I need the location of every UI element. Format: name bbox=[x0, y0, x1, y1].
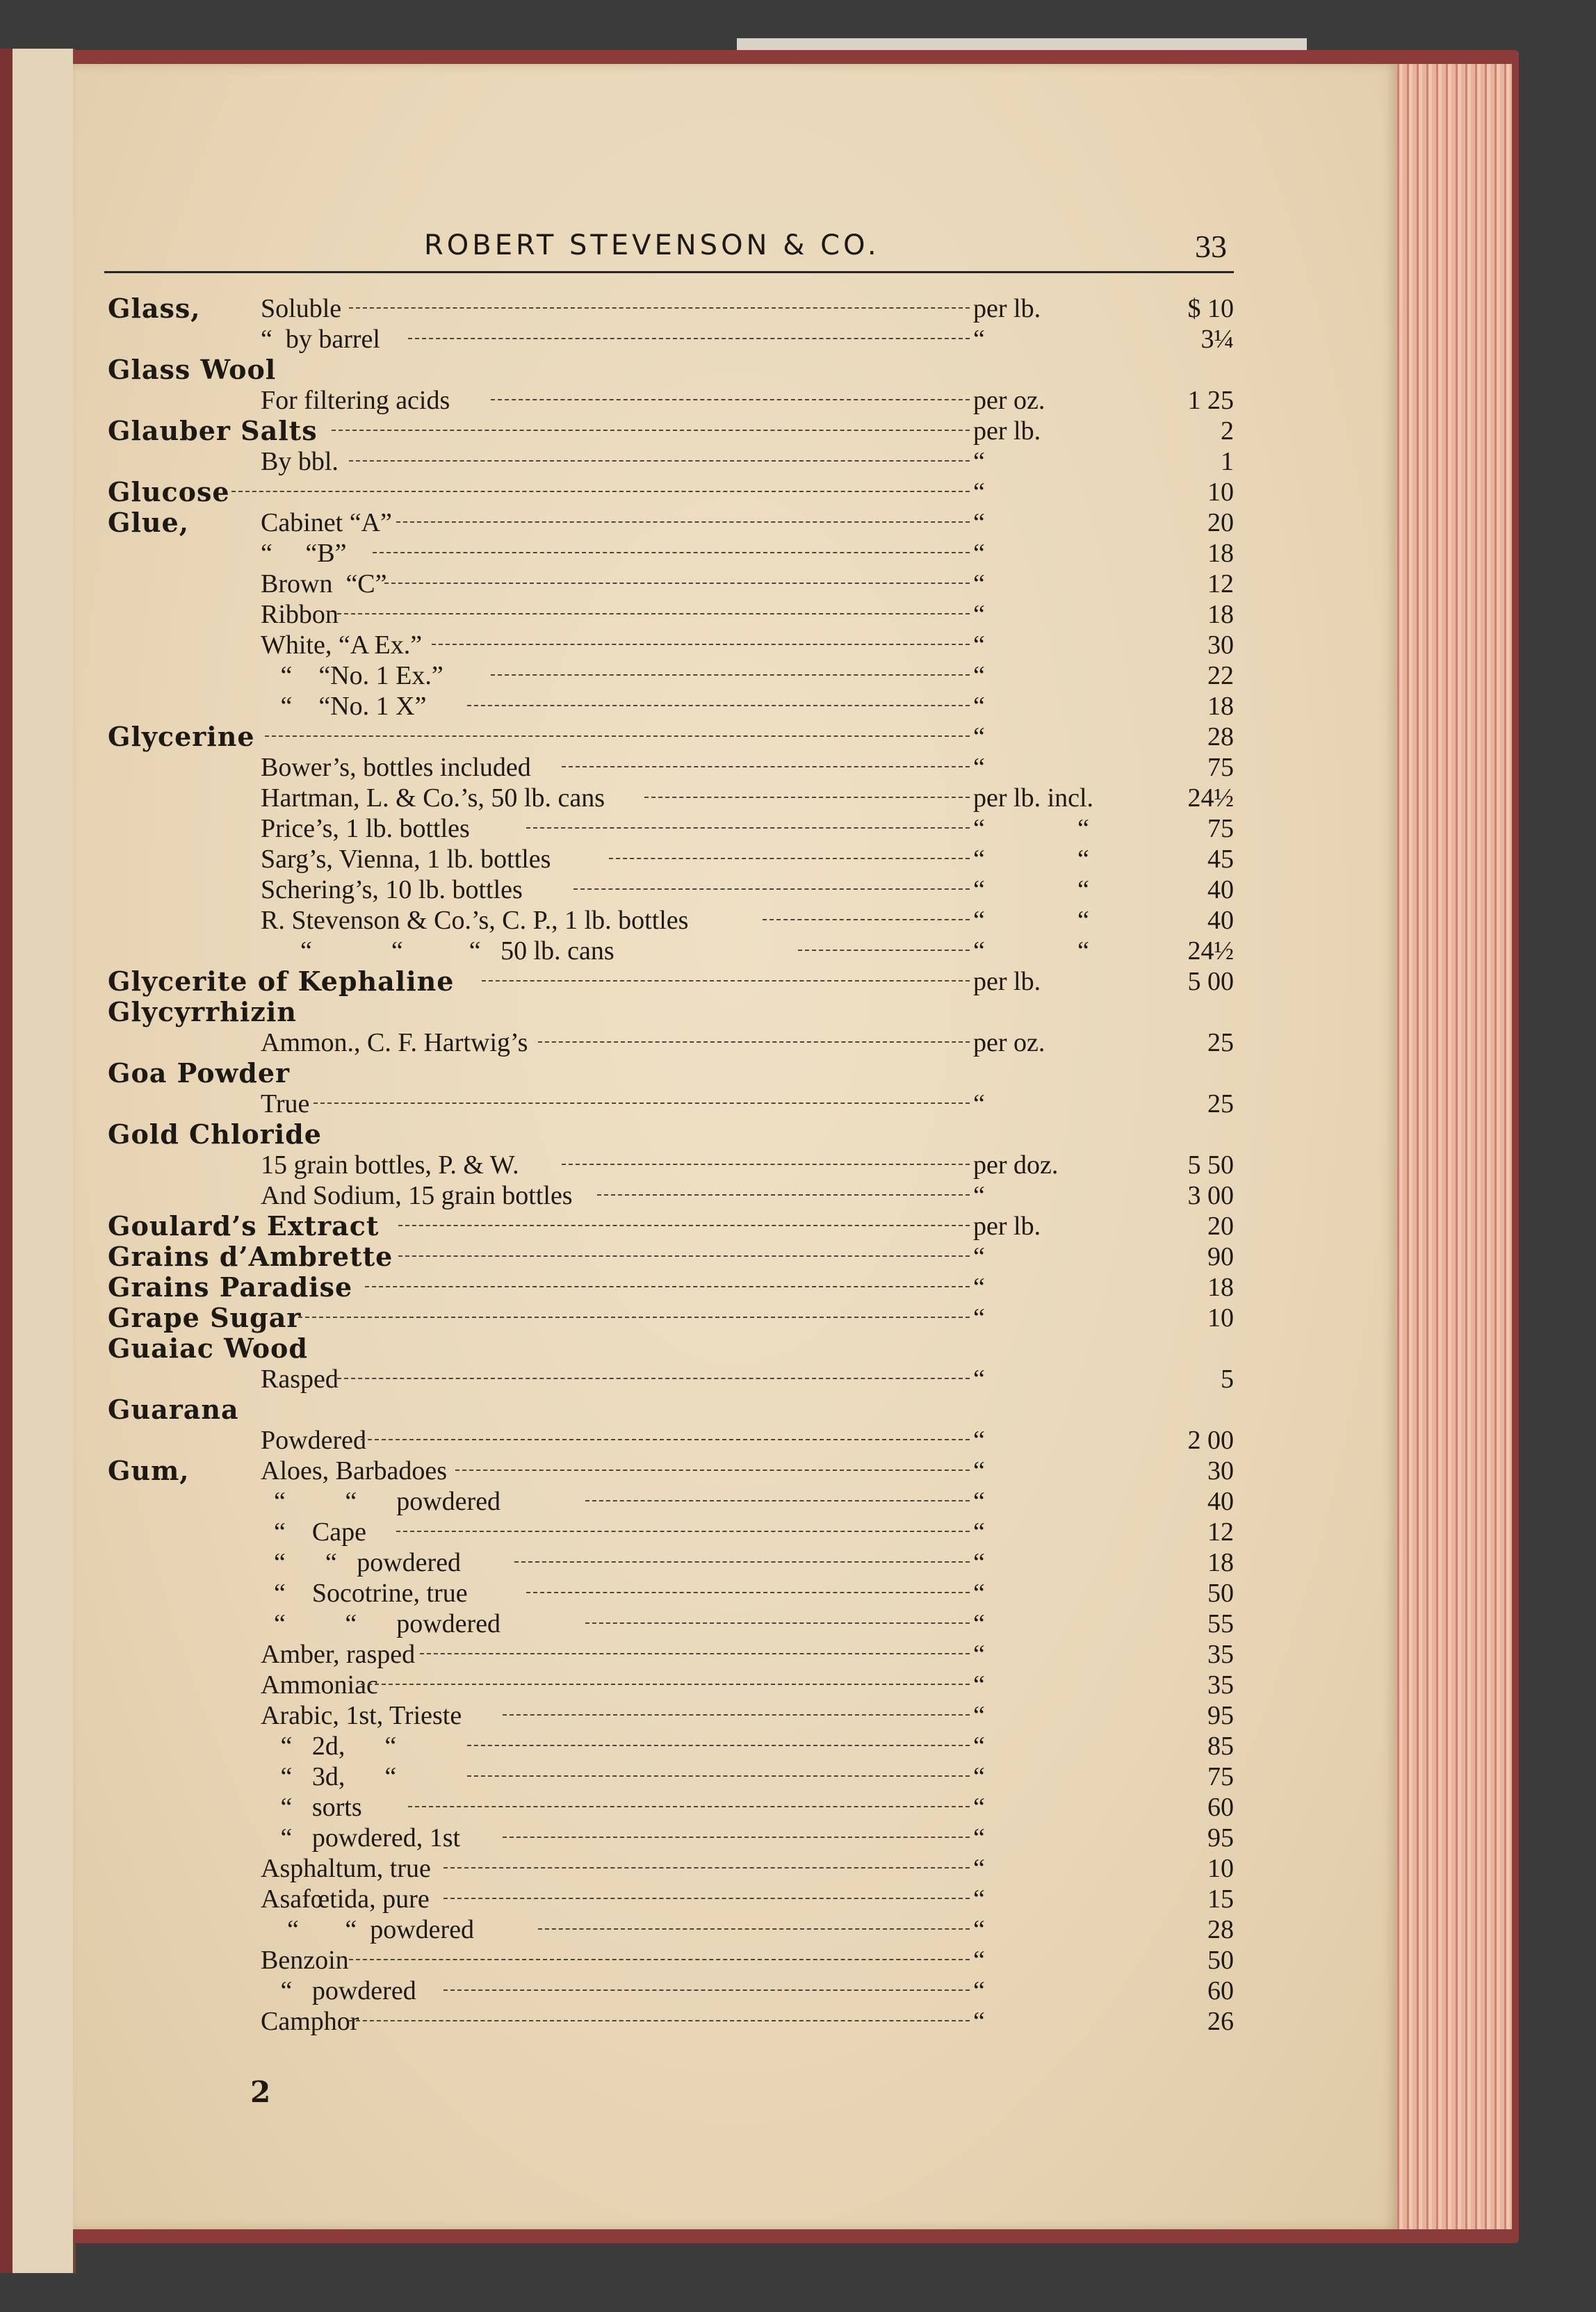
entry-unit: “ bbox=[973, 539, 985, 568]
list-item bbox=[108, 1700, 1234, 1731]
list-item bbox=[108, 1639, 1234, 1670]
entry-item: 15 grain bottles, P. & W. bbox=[261, 1150, 519, 1180]
leader-dots bbox=[384, 583, 970, 584]
entry-price: 30 bbox=[1207, 630, 1234, 660]
leader-dots bbox=[798, 950, 970, 951]
entry-unit: “ bbox=[973, 1732, 985, 1761]
list-item bbox=[108, 1976, 1234, 2006]
entry-price: 75 bbox=[1207, 1762, 1234, 1791]
list-item bbox=[108, 1364, 1234, 1394]
entry-unit: “ bbox=[973, 1793, 985, 1822]
entry-price: 95 bbox=[1207, 1823, 1234, 1853]
entry-price: 18 bbox=[1207, 600, 1234, 629]
entry-unit: “ bbox=[973, 2007, 985, 2036]
entry-price: 1 25 bbox=[1187, 386, 1234, 415]
entry-heading: Gum, bbox=[108, 1455, 190, 1486]
entry-price: 5 bbox=[1221, 1365, 1234, 1394]
entry-price: 18 bbox=[1207, 1548, 1234, 1577]
leader-dots bbox=[538, 1041, 970, 1043]
leader-dots bbox=[361, 1684, 970, 1685]
entry-price: 40 bbox=[1207, 1487, 1234, 1516]
entry-item: “ powdered bbox=[261, 1976, 416, 2005]
entry-unit: “ bbox=[973, 753, 985, 782]
entry-item: R. Stevenson & Co.’s, C. P., 1 lb. bottles bbox=[261, 906, 689, 935]
entry-unit: per oz. bbox=[973, 386, 1045, 415]
entry-item: “ 3d, “ bbox=[261, 1762, 397, 1791]
entry-item: By bbl. bbox=[261, 447, 339, 476]
list-item bbox=[108, 1914, 1234, 1945]
list-item bbox=[108, 874, 1234, 905]
list-item bbox=[108, 813, 1234, 844]
entry-unit: “ bbox=[973, 325, 985, 354]
entry-unit-ditto: “ bbox=[1077, 845, 1089, 874]
entry-price: 20 bbox=[1207, 1212, 1234, 1241]
entry-unit: “ bbox=[973, 1579, 985, 1608]
entry-unit: “ bbox=[973, 906, 985, 935]
entry-heading: Glauber Salts bbox=[108, 415, 318, 446]
entry-item: Schering’s, 10 lb. bottles bbox=[261, 875, 523, 904]
entry-heading: Gold Chloride bbox=[108, 1118, 322, 1150]
list-item bbox=[108, 936, 1234, 966]
list-item bbox=[108, 691, 1234, 722]
list-item bbox=[108, 722, 1234, 752]
list-item bbox=[108, 1792, 1234, 1823]
list-item bbox=[108, 1486, 1234, 1517]
entry-price: 75 bbox=[1207, 753, 1234, 782]
entry-heading: Guaiac Wood bbox=[108, 1333, 308, 1364]
entry-unit: “ bbox=[973, 845, 985, 874]
entry-unit: per lb. bbox=[973, 967, 1041, 996]
entry-item: “ “ powdered bbox=[261, 1487, 501, 1516]
entry-price: 3 00 bbox=[1187, 1181, 1234, 1210]
list-item bbox=[108, 324, 1234, 355]
entry-price: 10 bbox=[1207, 478, 1234, 507]
list-item bbox=[108, 1547, 1234, 1578]
entry-item: True bbox=[261, 1089, 310, 1118]
leader-dots bbox=[231, 491, 970, 492]
list-item bbox=[108, 1945, 1234, 1976]
entry-unit: “ bbox=[973, 1487, 985, 1516]
leader-dots bbox=[467, 705, 970, 706]
list-item bbox=[108, 477, 1234, 507]
entry-heading: Glucose bbox=[108, 476, 230, 507]
entry-heading: Glass Wool bbox=[108, 354, 277, 385]
entry-item: Bower’s, bottles included bbox=[261, 753, 531, 782]
leader-dots bbox=[443, 1898, 970, 1899]
leader-dots bbox=[332, 430, 970, 431]
entry-item: “ “ powdered bbox=[261, 1915, 475, 1944]
leader-dots bbox=[349, 460, 970, 462]
entry-price: 60 bbox=[1207, 1976, 1234, 2005]
entry-unit: “ bbox=[973, 692, 985, 721]
leader-dots bbox=[265, 735, 970, 737]
list-item bbox=[108, 1578, 1234, 1609]
entry-unit: per lb. incl. bbox=[973, 783, 1094, 813]
list-item bbox=[108, 1303, 1234, 1333]
entry-unit: “ bbox=[973, 1609, 985, 1638]
leader-dots bbox=[365, 1286, 970, 1287]
list-item bbox=[108, 599, 1234, 630]
leader-dots bbox=[432, 644, 970, 645]
entry-heading: Glycerine bbox=[108, 721, 255, 752]
leader-dots bbox=[349, 307, 970, 309]
list-item bbox=[108, 1670, 1234, 1700]
leader-dots bbox=[373, 552, 970, 553]
entry-price: 10 bbox=[1207, 1303, 1234, 1333]
list-item bbox=[108, 630, 1234, 660]
list-item bbox=[108, 1761, 1234, 1792]
entry-item: For filtering acids bbox=[261, 386, 450, 415]
running-header bbox=[104, 222, 1234, 273]
leader-dots bbox=[503, 1837, 970, 1838]
entry-item: Rasped bbox=[261, 1365, 339, 1394]
list-item bbox=[108, 538, 1234, 569]
entry-item: Arabic, 1st, Trieste bbox=[261, 1701, 462, 1730]
entry-heading: Glycyrrhizin bbox=[108, 996, 297, 1027]
list-item bbox=[108, 1394, 1234, 1425]
entry-unit: “ bbox=[973, 1517, 985, 1547]
leader-dots bbox=[398, 1255, 970, 1257]
entry-item: Benzoin bbox=[261, 1946, 349, 1975]
leader-dots bbox=[514, 1561, 970, 1563]
leader-dots bbox=[467, 1775, 970, 1777]
entry-unit: per lb. bbox=[973, 416, 1041, 446]
list-item bbox=[108, 1027, 1234, 1058]
entry-price: 45 bbox=[1207, 845, 1234, 874]
entry-item: “ “ powdered bbox=[261, 1548, 462, 1577]
leader-dots bbox=[562, 766, 970, 767]
entry-price: 26 bbox=[1207, 2007, 1234, 2036]
entry-price: 18 bbox=[1207, 1273, 1234, 1302]
entry-unit: “ bbox=[973, 508, 985, 537]
list-item bbox=[108, 1425, 1234, 1456]
leader-dots bbox=[337, 613, 970, 614]
entry-heading: Grains Paradise bbox=[108, 1271, 353, 1303]
entry-heading: Glass, bbox=[108, 293, 201, 324]
entry-price: 20 bbox=[1207, 508, 1234, 537]
entry-unit-ditto: “ bbox=[1077, 875, 1089, 904]
entry-unit-ditto: “ bbox=[1077, 814, 1089, 843]
leader-dots bbox=[644, 797, 970, 798]
entry-unit: “ bbox=[973, 1242, 985, 1271]
entry-unit: “ bbox=[973, 1303, 985, 1333]
entry-item: Ammon., C. F. Hartwig’s bbox=[261, 1028, 528, 1057]
list-item bbox=[108, 1211, 1234, 1242]
list-item bbox=[108, 1119, 1234, 1150]
entry-unit: “ bbox=[973, 1273, 985, 1302]
entry-unit: “ bbox=[973, 936, 985, 966]
leader-dots bbox=[538, 1928, 970, 1930]
entry-unit: “ bbox=[973, 1854, 985, 1883]
list-item bbox=[108, 416, 1234, 446]
entry-price: 12 bbox=[1207, 1517, 1234, 1547]
list-item bbox=[108, 905, 1234, 936]
entry-price: 10 bbox=[1207, 1854, 1234, 1883]
entry-price: 50 bbox=[1207, 1579, 1234, 1608]
list-item bbox=[108, 507, 1234, 538]
entry-price: 12 bbox=[1207, 569, 1234, 599]
entry-item: “ 2d, “ bbox=[261, 1732, 397, 1761]
entry-item: Camphor bbox=[261, 2007, 359, 2036]
entry-price: 2 bbox=[1221, 416, 1234, 446]
entry-price: 30 bbox=[1207, 1456, 1234, 1485]
entry-price: 85 bbox=[1207, 1732, 1234, 1761]
entry-unit: “ bbox=[973, 661, 985, 690]
entry-unit: “ bbox=[973, 1456, 985, 1485]
leader-dots bbox=[597, 1194, 970, 1196]
entry-price: 18 bbox=[1207, 692, 1234, 721]
list-item bbox=[108, 1272, 1234, 1303]
entry-unit-ditto: “ bbox=[1077, 906, 1089, 935]
list-item bbox=[108, 293, 1234, 324]
entry-item: “ “No. 1 X” bbox=[261, 692, 427, 721]
entry-unit: per oz. bbox=[973, 1028, 1045, 1057]
entry-price: 25 bbox=[1207, 1089, 1234, 1118]
entry-price: 95 bbox=[1207, 1701, 1234, 1730]
entry-price: 35 bbox=[1207, 1670, 1234, 1700]
entry-item: Asphaltum, true bbox=[261, 1854, 431, 1883]
entry-item: “ “B” bbox=[261, 539, 347, 568]
leader-dots bbox=[609, 858, 970, 859]
price-list bbox=[108, 293, 1234, 2037]
entry-unit: per doz. bbox=[973, 1150, 1059, 1180]
entry-item: Ribbon bbox=[261, 600, 339, 629]
leader-dots bbox=[455, 1470, 970, 1471]
entry-price: 5 00 bbox=[1187, 967, 1234, 996]
leader-dots bbox=[443, 1867, 970, 1869]
entry-unit: “ bbox=[973, 600, 985, 629]
list-item bbox=[108, 385, 1234, 416]
entry-item: “ Cape bbox=[261, 1517, 366, 1547]
entry-heading: Glue, bbox=[108, 507, 189, 538]
list-item bbox=[108, 997, 1234, 1027]
list-item bbox=[108, 660, 1234, 691]
entry-unit: “ bbox=[973, 814, 985, 843]
leader-dots bbox=[573, 888, 970, 890]
facing-cover bbox=[0, 49, 13, 2273]
entry-unit: “ bbox=[973, 478, 985, 507]
entry-item: “ “No. 1 Ex.” bbox=[261, 661, 443, 690]
leader-dots bbox=[408, 1806, 970, 1807]
list-item bbox=[108, 1609, 1234, 1639]
entry-heading: Goulard’s Extract bbox=[108, 1210, 380, 1242]
entry-price: 5 50 bbox=[1187, 1150, 1234, 1180]
entry-unit: “ bbox=[973, 1915, 985, 1944]
list-item bbox=[108, 569, 1234, 599]
entry-price: 25 bbox=[1207, 1028, 1234, 1057]
entry-unit: per lb. bbox=[973, 1212, 1041, 1241]
entry-unit-ditto: “ bbox=[1077, 936, 1089, 966]
leader-dots bbox=[503, 1714, 970, 1716]
entry-price: 28 bbox=[1207, 1915, 1234, 1944]
leader-dots bbox=[398, 1225, 970, 1226]
list-item bbox=[108, 1884, 1234, 1914]
entry-unit: “ bbox=[973, 630, 985, 660]
entry-item: “ sorts bbox=[261, 1793, 362, 1822]
entry-unit: “ bbox=[973, 1762, 985, 1791]
list-item bbox=[108, 1823, 1234, 1853]
page-edges bbox=[1383, 64, 1512, 2229]
list-item bbox=[108, 1058, 1234, 1089]
entry-item: Price’s, 1 lb. bottles bbox=[261, 814, 470, 843]
entry-unit: “ bbox=[973, 1640, 985, 1669]
list-item bbox=[108, 752, 1234, 783]
leader-dots bbox=[408, 338, 970, 339]
entry-unit: “ bbox=[973, 722, 985, 751]
leader-dots bbox=[491, 399, 970, 400]
entry-price: 15 bbox=[1207, 1884, 1234, 1914]
leader-dots bbox=[763, 919, 970, 920]
entry-item: Soluble bbox=[261, 294, 342, 323]
list-item bbox=[108, 2006, 1234, 2037]
leader-dots bbox=[349, 2020, 970, 2021]
entry-unit: “ bbox=[973, 569, 985, 599]
leader-dots bbox=[349, 1959, 970, 1960]
entry-price: 60 bbox=[1207, 1793, 1234, 1822]
entry-price: 55 bbox=[1207, 1609, 1234, 1638]
leader-dots bbox=[526, 1592, 970, 1593]
entry-unit: “ bbox=[973, 447, 985, 476]
entry-heading: Goa Powder bbox=[108, 1057, 291, 1089]
list-item bbox=[108, 1517, 1234, 1547]
entry-price: 75 bbox=[1207, 814, 1234, 843]
header-title: ROBERT STEVENSON & CO. bbox=[424, 229, 880, 261]
entry-unit: “ bbox=[973, 1823, 985, 1853]
entry-price: $ 10 bbox=[1187, 294, 1234, 323]
entry-item: And Sodium, 15 grain bottles bbox=[261, 1181, 573, 1210]
page-number: 33 bbox=[1195, 229, 1227, 264]
entry-item: Brown “C” bbox=[261, 569, 387, 599]
entry-unit: “ bbox=[973, 1976, 985, 2005]
list-item bbox=[108, 1731, 1234, 1761]
leader-dots bbox=[585, 1500, 970, 1501]
entry-price: 40 bbox=[1207, 875, 1234, 904]
entry-item: Ammoniac bbox=[261, 1670, 378, 1700]
list-item bbox=[108, 844, 1234, 874]
list-item bbox=[108, 1456, 1234, 1486]
leader-dots bbox=[396, 1531, 970, 1532]
entry-price: 18 bbox=[1207, 539, 1234, 568]
entry-heading: Guarana bbox=[108, 1394, 239, 1425]
entry-item: Hartman, L. & Co.’s, 50 lb. cans bbox=[261, 783, 605, 813]
leader-dots bbox=[443, 1989, 970, 1991]
entry-price: 50 bbox=[1207, 1946, 1234, 1975]
leader-dots bbox=[361, 1439, 970, 1440]
entry-price: 24½ bbox=[1187, 936, 1234, 966]
entry-unit: “ bbox=[973, 1701, 985, 1730]
entry-item: Cabinet “A” bbox=[261, 508, 392, 537]
entry-price: 24½ bbox=[1187, 783, 1234, 813]
entry-price: 1 bbox=[1221, 447, 1234, 476]
entry-heading: Glycerite of Kephaline bbox=[108, 966, 455, 997]
leader-dots bbox=[526, 827, 970, 829]
leader-dots bbox=[482, 980, 970, 982]
entry-unit: “ bbox=[973, 875, 985, 904]
entry-unit: per lb. bbox=[973, 294, 1041, 323]
entry-price: 22 bbox=[1207, 661, 1234, 690]
entry-item: “ “ “ 50 lb. cans bbox=[261, 936, 614, 966]
leader-dots bbox=[467, 1745, 970, 1746]
list-item bbox=[108, 1333, 1234, 1364]
entry-unit: “ bbox=[973, 1670, 985, 1700]
entry-price: 35 bbox=[1207, 1640, 1234, 1669]
entry-price: 40 bbox=[1207, 906, 1234, 935]
leader-dots bbox=[562, 1164, 970, 1165]
entry-unit: “ bbox=[973, 1884, 985, 1914]
entry-unit: “ bbox=[973, 1426, 985, 1455]
list-item bbox=[108, 1180, 1234, 1211]
entry-item: “ by barrel bbox=[261, 325, 380, 354]
entry-item: Asafœtida, pure bbox=[261, 1884, 430, 1914]
entry-price: 2 00 bbox=[1187, 1426, 1234, 1455]
leader-dots bbox=[314, 1102, 970, 1104]
list-item bbox=[108, 446, 1234, 477]
entry-item: Sarg’s, Vienna, 1 lb. bottles bbox=[261, 845, 551, 874]
list-item bbox=[108, 1150, 1234, 1180]
leader-dots bbox=[337, 1378, 970, 1379]
list-item bbox=[108, 966, 1234, 997]
entry-item: Aloes, Barbadoes bbox=[261, 1456, 448, 1485]
list-item bbox=[108, 355, 1234, 385]
leader-dots bbox=[396, 521, 970, 523]
entry-item: “ powdered, 1st bbox=[261, 1823, 461, 1853]
entry-unit: “ bbox=[973, 1181, 985, 1210]
entry-unit: “ bbox=[973, 1365, 985, 1394]
leader-dots bbox=[491, 674, 970, 676]
leader-dots bbox=[585, 1622, 970, 1624]
entry-item: “ Socotrine, true bbox=[261, 1579, 468, 1608]
list-item bbox=[108, 1853, 1234, 1884]
list-item bbox=[108, 783, 1234, 813]
entry-unit: “ bbox=[973, 1946, 985, 1975]
entry-item: Amber, rasped bbox=[261, 1640, 416, 1669]
entry-heading: Grape Sugar bbox=[108, 1302, 302, 1333]
entry-item: Powdered bbox=[261, 1426, 366, 1455]
signature-mark: 2 bbox=[250, 2075, 271, 2109]
entry-unit: “ bbox=[973, 1089, 985, 1118]
leader-dots bbox=[298, 1317, 970, 1318]
entry-price: 3¼ bbox=[1200, 325, 1234, 354]
entry-price: 28 bbox=[1207, 722, 1234, 751]
leader-dots bbox=[420, 1653, 970, 1654]
entry-heading: Grains d’Ambrette bbox=[108, 1241, 393, 1272]
entry-item: “ “ powdered bbox=[261, 1609, 501, 1638]
entry-item: White, “A Ex.” bbox=[261, 630, 423, 660]
list-item bbox=[108, 1089, 1234, 1119]
entry-price: 90 bbox=[1207, 1242, 1234, 1271]
list-item bbox=[108, 1242, 1234, 1272]
entry-unit: “ bbox=[973, 1548, 985, 1577]
